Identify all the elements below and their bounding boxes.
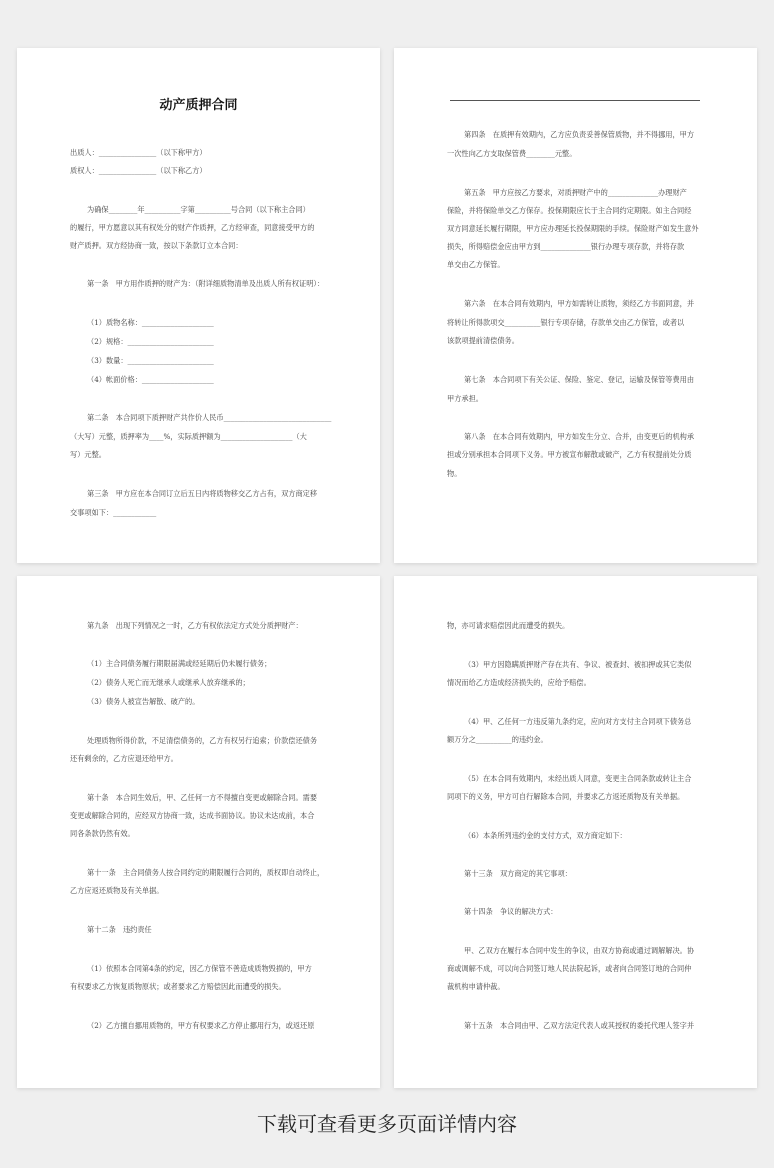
text-line: （3）数量：________________________ <box>87 356 214 365</box>
text-line: 乙方应返还质物及有关单据。 <box>70 886 164 895</box>
text-line: 第十条 本合同生效后，甲、乙任何一方不得擅自变更或解除合同。需要 <box>87 793 318 802</box>
text-line: 一次性向乙方支取保管费________元整。 <box>447 149 577 158</box>
text-line: 第四条 在质押有效期内，乙方应负责妥善保管质物，并不得挪用，甲方 <box>464 130 695 139</box>
text-line: （3）甲方因隐瞒质押财产存在共有、争议、被查封、被扣押或其它类似 <box>464 660 692 669</box>
document-page-1 <box>17 48 380 563</box>
text-line: 物。 <box>447 469 462 478</box>
text-line: 第三条 甲方应在本合同订立后五日内将质物移交乙方占有，双方商定移 <box>87 489 318 498</box>
text-line: 单交由乙方保管。 <box>447 260 505 269</box>
text-line: 的履行，甲方愿意以其有权处分的财产作质押，乙方经审查，同意接受甲方的 <box>70 223 315 232</box>
text-line: 第九条 出现下列情况之一时，乙方有权依法定方式处分质押财产： <box>87 621 303 630</box>
text-line: 第八条 在本合同有效期内，甲方如发生分立、合并，由变更后的机构承 <box>464 432 695 441</box>
text-line: 损失，所得赔偿金应由甲方到______________银行办理专项存款，并将存款 <box>447 242 685 251</box>
document-page-4 <box>394 576 757 1088</box>
text-line: 处理质物所得价款，不足清偿债务的，乙方有权另行追索；价款偿还债务 <box>87 736 318 745</box>
text-line: 商或调解不成，可以向合同签订地人民法院起诉，或者向合同签订地的合同仲 <box>447 964 692 973</box>
text-line: 出质人：________________（以下称甲方） <box>70 148 207 157</box>
text-line: 第七条 本合同项下有关公证、保险、鉴定、登记，运输及保管等费用由 <box>464 375 695 384</box>
text-line: （2）规格：________________________ <box>87 337 214 346</box>
text-line: 该款项提前清偿债务。 <box>447 336 519 345</box>
text-line: 双方同意延长履行期限，甲方应办理延长投保期限的手续。保险财产如发生意外 <box>447 224 699 233</box>
document-title: 动产质押合同 <box>159 98 238 113</box>
text-line: （2）乙方擅自挪用质物的，甲方有权要求乙方停止挪用行为，或返还原 <box>87 1021 315 1030</box>
text-line: 为确保________年__________字第__________号合同（以下称主合同） <box>87 205 310 214</box>
text-line: 第六条 在本合同有效期内，甲方如需转让质物，须经乙方书面同意，并 <box>464 299 695 308</box>
text-line: 第五条 甲方应按乙方要求，对质押财产中的______________办理财产 <box>464 188 687 197</box>
text-line: （5）在本合同有效期内，未经出质人同意，变更主合同条款或转让主合 <box>464 774 692 783</box>
text-line: 财产质押。双方经协商一致，按以下条款订立本合同： <box>70 241 243 250</box>
text-line: 第十五条 本合同由甲、乙双方法定代表人或其授权的委托代理人签字并 <box>464 1021 695 1030</box>
text-line: 甲、乙双方在履行本合同中发生的争议，由双方协商或通过调解解决。协 <box>464 946 695 955</box>
document-page-3 <box>17 576 380 1088</box>
text-line: 第十三条 双方商定的其它事项： <box>464 869 572 878</box>
text-line: （4）甲、乙任何一方违反第九条约定，应向对方支付主合同项下债务总 <box>464 717 692 726</box>
text-line: 写）元整。 <box>70 450 106 459</box>
text-line: 同项下的义务，甲方可自行解除本合同，并要求乙方返还质物及有关单据。 <box>447 792 685 801</box>
text-line: 同各条款仍然有效。 <box>70 829 135 838</box>
text-line: 担或分别承担本合同项下义务。甲方被宣布解散或破产，乙方有权提前处分质 <box>447 450 692 459</box>
text-line: 第十一条 主合同债务人按合同约定的期限履行合同的，质权即自动终止， <box>87 868 325 877</box>
text-line: 裁机构申请仲裁。 <box>447 982 505 991</box>
text-line: 第二条 本合同项下质押财产共作价人民币______________________________ <box>87 413 332 422</box>
text-line: 物，亦可请求赔偿因此而遭受的损失。 <box>447 621 570 630</box>
text-line: 额万分之__________的违约金。 <box>447 735 548 744</box>
text-line: 变更或解除合同的，应经双方协商一致，达成书面协议。协议未达成前，本合 <box>70 811 315 820</box>
text-line: （1）质物名称：____________________ <box>87 318 214 327</box>
text-line: 第一条 甲方用作质押的财产为：（附详细质物清单及出质人所有权证明）： <box>87 279 325 288</box>
text-line: 保险，并将保险单交乙方保存。投保期限应长于主合同约定期限。如主合同经 <box>447 206 692 215</box>
text-line: （3）债务人被宣告解散、破产的。 <box>87 697 200 706</box>
text-line: （6）本条所列违约金的支付方式，双方商定如下： <box>464 831 627 840</box>
text-line: （2）债务人死亡而无继承人或继承人放弃继承的； <box>87 678 250 687</box>
text-line: 有权要求乙方恢复质物原状；或者要求乙方赔偿因此而遭受的损失。 <box>70 982 286 991</box>
text-line: 第十二条 违约责任 <box>87 925 152 934</box>
text-line: （4）帐面价格：____________________ <box>87 375 214 384</box>
header-rule <box>450 100 700 101</box>
text-line: （1）依照本合同第4条的约定，因乙方保管不善造成质物毁损的，甲方 <box>87 964 312 973</box>
text-line: （大写）元整，质押率为____%，实际质押额为____________________（大 <box>70 432 307 441</box>
text-line: （1）主合同债务履行期限届满或经延期后仍未履行债务； <box>87 659 272 668</box>
text-line: 还有剩余的，乙方应退还给甲方。 <box>70 754 178 763</box>
document-page-2 <box>394 48 757 563</box>
text-line: 情况而给乙方造成经济损失的，应给予赔偿。 <box>447 678 591 687</box>
text-line: 第十四条 争议的解决方式： <box>464 907 558 916</box>
text-line: 甲方承担。 <box>447 394 483 403</box>
download-prompt[interactable]: 下载可查看更多页面详情内容 <box>257 1112 517 1136</box>
text-line: 将转让所得款项交__________银行专项存储，存款单交由乙方保管，或者以 <box>447 318 685 327</box>
text-line: 质权人：________________（以下称乙方） <box>70 166 207 175</box>
text-line: 交事项如下：____________ <box>70 508 157 517</box>
